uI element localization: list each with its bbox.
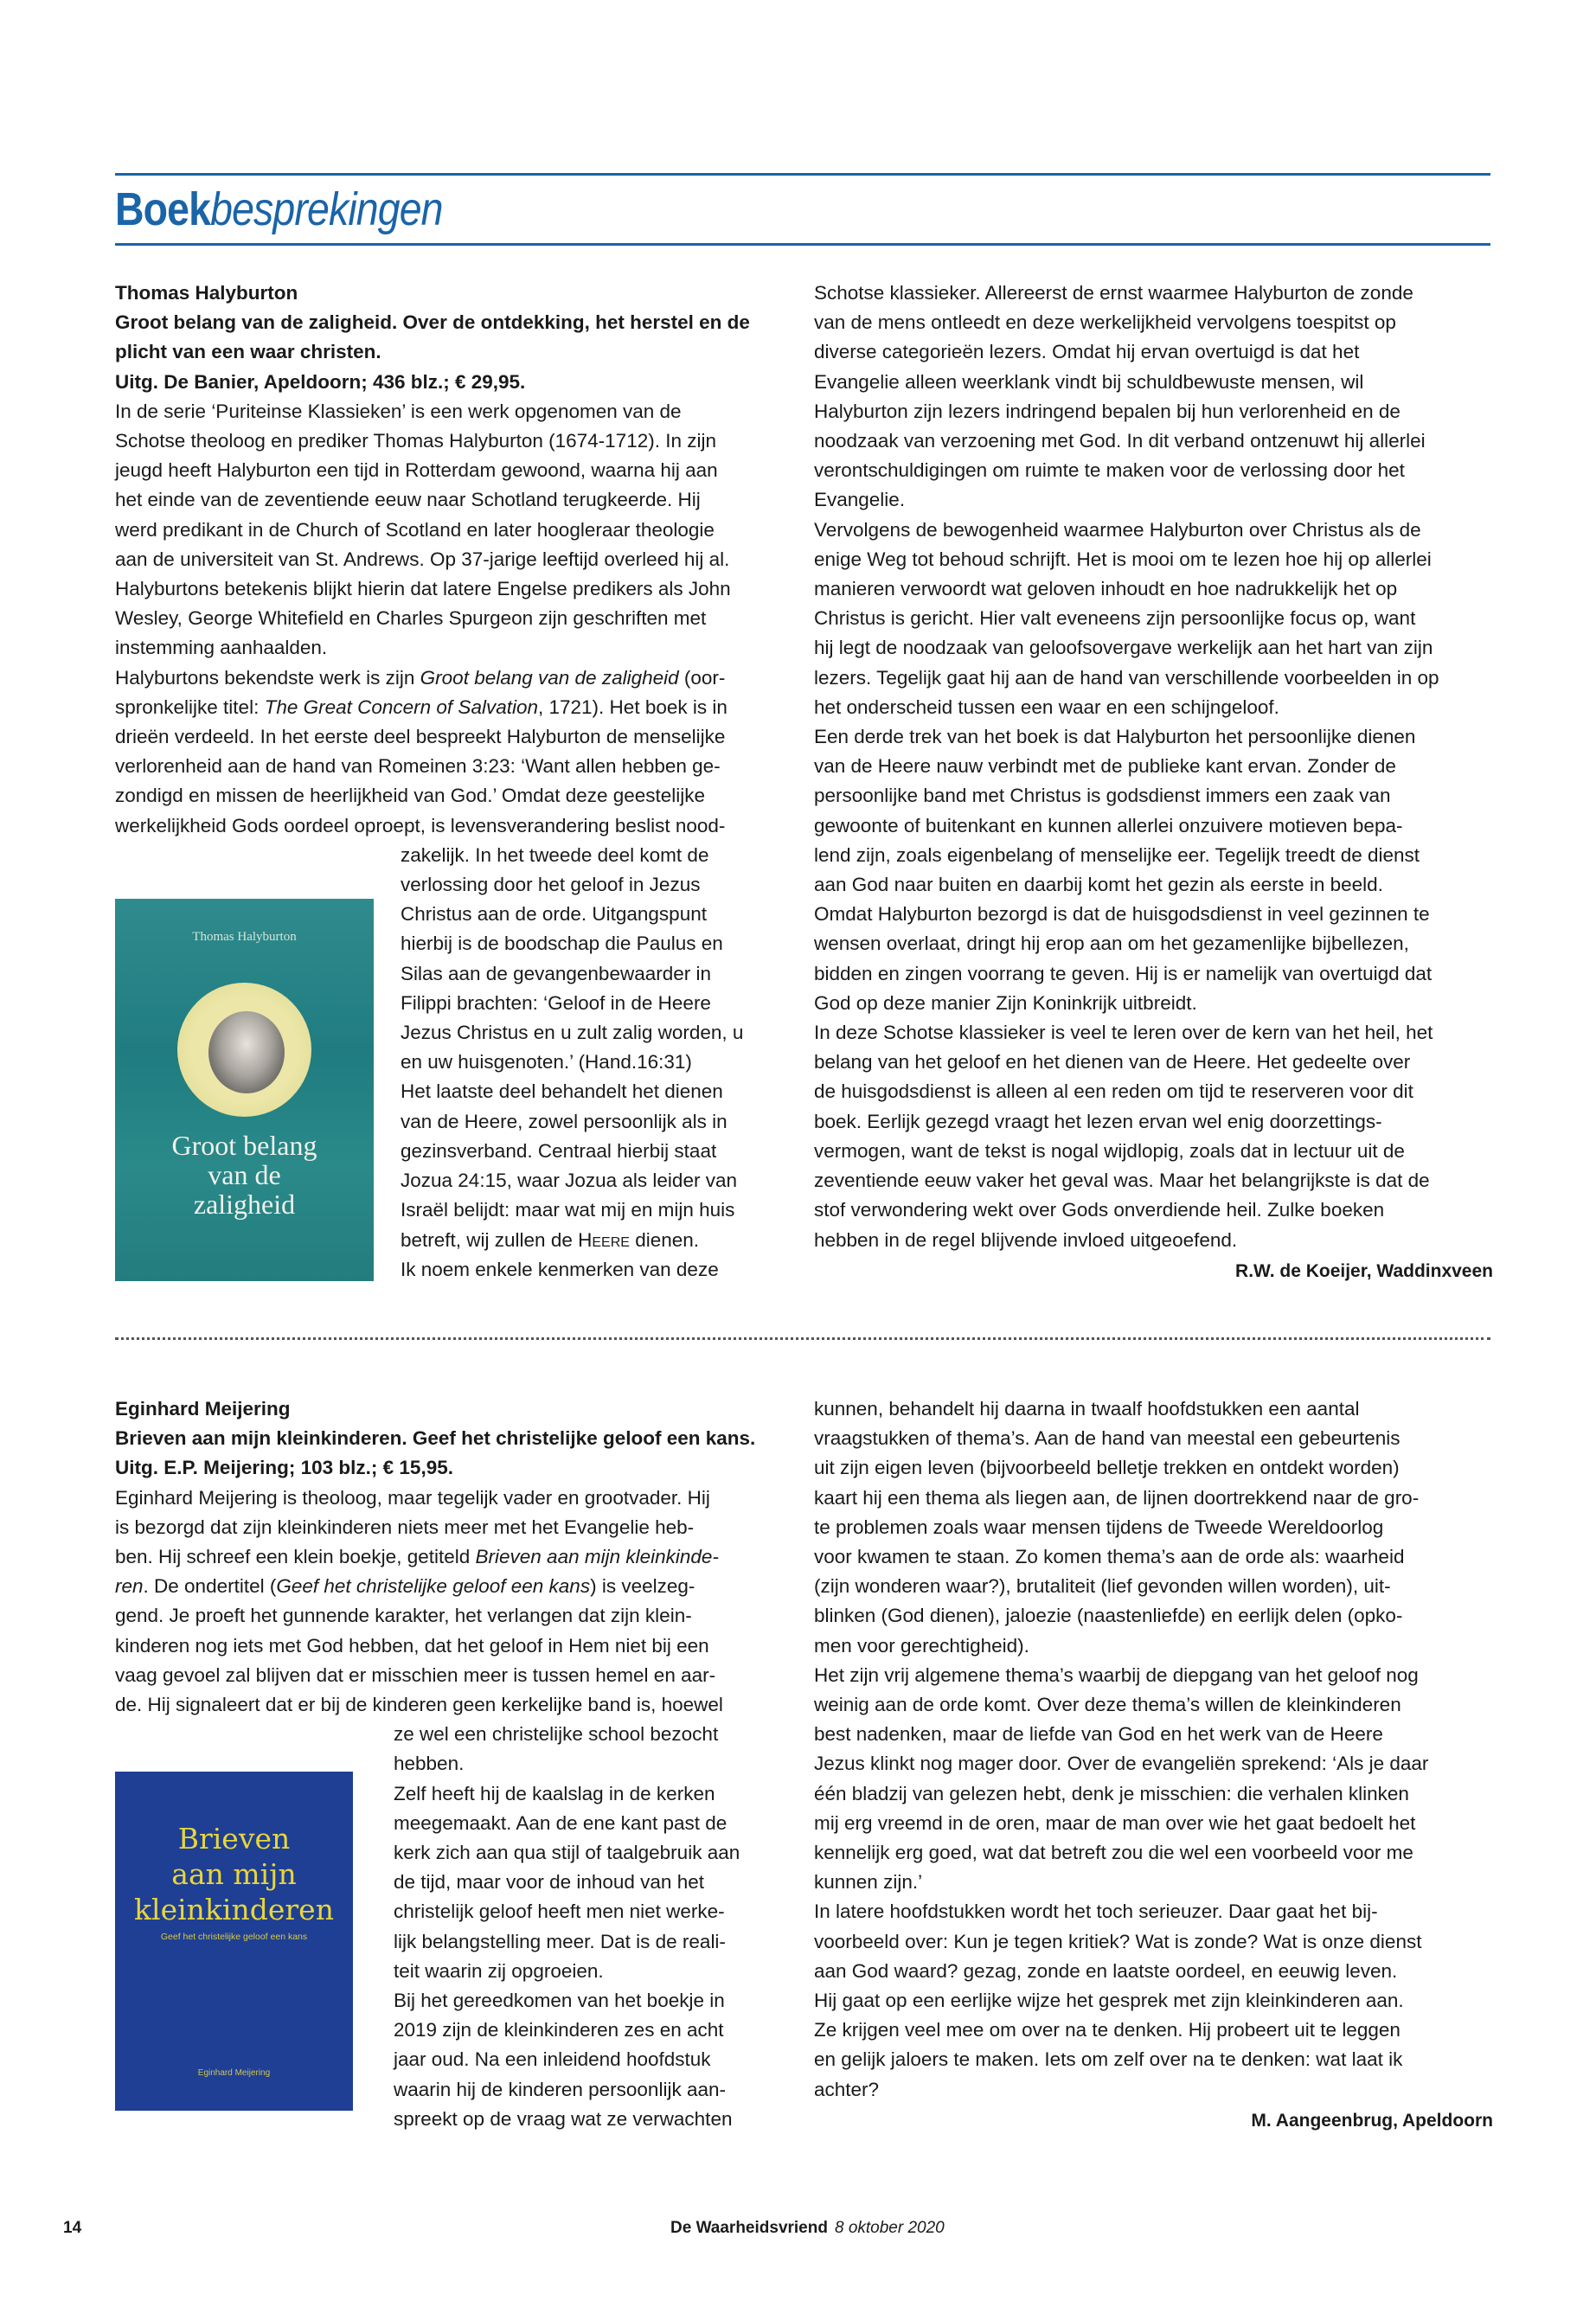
body-line: ze wel een christelijke school bezocht (394, 1723, 719, 1746)
review1-publisher: Uitg. De Banier, Apeldoorn; 436 blz.; € 29,95. (115, 370, 526, 393)
body-line: zakelijk. In het tweede deel komt de (401, 843, 709, 866)
body-line: kunnen, behandelt hij daarna in twaalf hoofdstukken een aantal (814, 1398, 1360, 1420)
body-line: kaart hij een thema als liegen aan, de lijnen doortrekkend naar de gro- (814, 1486, 1420, 1509)
heading-rule-top (115, 173, 1490, 176)
body-line: Silas aan de gevangenbewaarder in (401, 962, 712, 984)
review2-body-line: ben. Hij schreef een klein boekje, getiteld Brieven aan mijn kleinkinde- (115, 1546, 719, 1568)
cover-author: Thomas Halyburton (192, 930, 297, 944)
body-line: Schotse klassieker. Allereerst de ernst waarmee Halyburton de zonde (814, 282, 1413, 304)
body-line: boek. Eerlijk gezegd vraagt het lezen ervan wel enig doorzettings- (814, 1110, 1382, 1132)
body-line: (zijn wonderen waar?), brutaliteit (lief gevonden willen worden), uit- (814, 1575, 1391, 1598)
cover-title: Groot belang van de zaligheid (171, 1130, 317, 1220)
body-line: is bezorgd dat zijn kleinkinderen niets meer met het Evangelie heb- (115, 1516, 695, 1538)
heading-italic-part: besprekingen (210, 183, 443, 235)
book-cover-groot-belang (115, 899, 374, 1281)
body-line: aan God naar buiten en daarbij komt het gezin als eerste in beeld. (814, 874, 1383, 896)
body-line: één bladzij van gelezen hebt, denk je misschien: die verhalen klinken (814, 1782, 1409, 1804)
heading-bold-part: Boek (115, 183, 211, 235)
body-line: jeugd heeft Halyburton een tijd in Rotterdam gewoond, waarna hij aan (115, 459, 718, 482)
body-line: wensen overlaat, dringt hij erop aan om het gezamenlijke bijbellezen, (814, 933, 1409, 955)
body-line: het einde van de zeventiende eeuw naar Schotland terugkeerde. Hij (115, 489, 701, 511)
body-line: Schotse theoloog en prediker Thomas Halyburton (1674-1712). In zijn (115, 430, 716, 452)
body-line: manieren verwoordt wat geloven inhoudt en hoe nadrukkelijk het op (814, 578, 1398, 600)
page-number: 14 (63, 2219, 82, 2237)
review1-body-part2 (115, 722, 790, 841)
body-line: achter? (814, 2078, 880, 2100)
body-line: lijk belangstelling meer. Dat is de reali- (394, 1930, 726, 1952)
body-line: uit zijn eigen leven (bijvoorbeeld belletje trekken en ontdekt worden) (814, 1457, 1400, 1479)
body-line: Evangelie. (814, 489, 906, 511)
review1-title-line: Groot belang van de zaligheid. Over de ontdekking, het herstel en de (115, 311, 750, 334)
body-line: werkelijkheid Gods oordeel oproept, is levensverandering beslist nood- (115, 814, 726, 836)
review1-title-line: plicht van een waar christen. (115, 341, 381, 363)
body-line: kinderen nog iets met God hebben, dat het geloof in Hem niet bij een (115, 1634, 709, 1657)
review2-body-right (814, 1394, 1493, 2105)
section-heading (115, 182, 443, 237)
review1-body-line: Ik noem enkele kenmerken van deze (401, 1258, 719, 1280)
body-line: van de Heere, zowel persoonlijk als in (401, 1110, 727, 1132)
body-line: Jezus klinkt nog mager door. Over de evangeliën sprekend: ‘Als je daar (814, 1753, 1429, 1775)
review2-body-line: ren. De ondertitel (Geef het christelijke geloof een kans) is veelzeg- (115, 1575, 695, 1598)
body-line: Omdat Halyburton bezorgd is dat de huisgodsdienst in veel gezinnen te (814, 903, 1430, 926)
body-line: de tijd, maar voor de inhoud van het (394, 1871, 704, 1894)
body-line: Christus is gericht. Hier valt eveneens zijn persoonlijke focus op, want (814, 607, 1416, 630)
review2-body-part2 (115, 1601, 790, 1720)
body-line: vraagstukken of thema’s. Aan de hand van meestal een gebeurtenis (814, 1427, 1401, 1450)
body-line: van de Heere nauw verbindt met de publieke kant ervan. Zonder de (814, 755, 1396, 778)
body-line: In deze Schotse klassieker is veel te leren over de kern van het heil, het (814, 1022, 1433, 1044)
body-line: de huisgodsdienst is alleen al een reden om tijd te reserveren voor dit (814, 1080, 1413, 1103)
review-separator (115, 1337, 1490, 1340)
body-line: mij erg vreemd in de oren, maar de man over wie het gaat bedoelt het (814, 1811, 1416, 1834)
review2-publisher: Uitg. E.P. Meijering; 103 blz.; € 15,95. (115, 1457, 453, 1479)
body-line: persoonlijke band met Christus is godsdienst immers een zaak van (814, 785, 1391, 807)
body-line: gend. Je proeft het gunnende karakter, het verlangen dat zijn klein- (115, 1605, 692, 1627)
body-line: zondigd en missen de heerlijkheid van God.’ Omdat deze geestelijke (115, 785, 706, 807)
cover-title: Brieven aan mijn kleinkinderen (134, 1822, 334, 1926)
body-line: Jezus Christus en u zult zalig worden, u (401, 1022, 744, 1044)
body-line: en gelijk jaloers te maken. Iets om zelf over na te denken: wat laat ik (814, 2048, 1403, 2071)
body-line: Filippi brachten: ‘Geloof in de Heere (401, 991, 711, 1014)
body-line: 2019 zijn de kleinkinderen zes en acht (394, 2019, 724, 2041)
body-line: kerk zich aan qua stijl of taalgebruik aan (394, 1842, 740, 1864)
footer-publication (670, 2219, 945, 2238)
body-line: teit waarin zij opgroeien. (394, 1959, 604, 1982)
body-line: Eginhard Meijering is theoloog, maar tegelijk vader en grootvader. Hij (115, 1486, 710, 1509)
body-line: te problemen zoals waar mensen tijdens de Tweede Wereldoorlog (814, 1516, 1384, 1538)
body-line: kennelijk erg goed, wat dat betreft zou die wel een voorbeeld voor me (814, 1842, 1413, 1864)
body-line: lend zijn, zoals eigenbelang of menselijke eer. Tegelijk treedt de dienst (814, 843, 1420, 866)
body-line: Christus aan de orde. Uitgangspunt (401, 903, 707, 926)
body-line: Israël belijdt: maar wat mij en mijn huis (401, 1199, 735, 1221)
body-line: Jozua 24:15, waar Jozua als leider van (401, 1170, 737, 1192)
body-line: Vervolgens de bewogenheid waarmee Halyburton over Christus als de (814, 518, 1421, 541)
body-line: aan de universiteit van St. Andrews. Op 37-jarige leeftijd overleed hij al. (115, 548, 730, 570)
body-line: verontschuldigingen om ruimte te maken voor de verlossing door het (814, 459, 1405, 482)
body-line: Halyburtons betekenis blijkt hierin dat latere Engelse predikers als John (115, 578, 731, 600)
review1-body-line: betreft, wij zullen de Heere dienen. (401, 1228, 700, 1251)
body-line: en uw huisgenoten.’ (Hand.16:31) (401, 1051, 692, 1074)
body-line: blinken (God dienen), jaloezie (naastenliefde) en eerlijk delen (opko- (814, 1605, 1403, 1627)
body-line: In de serie ‘Puriteinse Klassieken’ is een werk opgenomen van de (115, 400, 682, 422)
body-line: Hij gaat op een eerlijke wijze het gesprek met zijn kleinkinderen aan. (814, 1990, 1404, 2012)
body-line: weinig aan de orde komt. Over deze thema’s willen de kleinkinderen (814, 1694, 1401, 1716)
cover-portrait (208, 1011, 285, 1093)
cover-author: Eginhard Meijering (197, 2068, 271, 2078)
review1-column-right (814, 279, 1493, 1286)
body-line: hij legt de noodzaak van geloofsovergave werkelijk aan het hart van zijn (814, 637, 1433, 659)
publication-date: 8 oktober 2020 (834, 2219, 945, 2237)
body-line: kunnen zijn.’ (814, 1871, 923, 1894)
body-line: Een derde trek van het boek is dat Halyburton het persoonlijke dienen (814, 726, 1416, 748)
body-line: drieën verdeeld. In het eerste deel bespreekt Halyburton de menselijke (115, 726, 726, 748)
body-line: Evangelie alleen weerklank vindt bij schuldbewuste mensen, wil (814, 370, 1364, 393)
body-line: verlossing door het geloof in Jezus (401, 874, 701, 896)
body-line: noodzaak van verzoening met God. In dit verband ontzenuwt hij allerlei (814, 430, 1426, 452)
body-line: diverse categorieën lezers. Omdat hij ervan overtuigd is dat het (814, 341, 1360, 363)
body-line: best nadenken, maar de liefde van God en het werk van de Heere (814, 1723, 1383, 1746)
review1-body-line: Halyburtons bekendste werk is zijn Groot belang van de zaligheid (oor- (115, 666, 726, 689)
heading-rule-bottom (115, 243, 1490, 246)
body-line: van de mens ontleedt en deze werkelijkheid vervolgens toespitst op (814, 311, 1396, 334)
publication-name: De Waarheidsvriend (670, 2219, 828, 2237)
body-line: voor kwamen te staan. Zo komen thema’s aan de orde als: waarheid (814, 1546, 1405, 1568)
body-line: hebben in de regel blijvende invloed uitgeoefend. (814, 1228, 1238, 1251)
body-line: de. Hij signaleert dat er bij de kinderen geen kerkelijke band is, hoewel (115, 1694, 723, 1716)
review1-author: Thomas Halyburton (115, 282, 298, 304)
body-line: belang van het geloof en het dienen van de Heere. Het gedeelte over (814, 1051, 1411, 1074)
body-line: men voor gerechtigheid). (814, 1634, 1029, 1657)
body-line: werd predikant in de Church of Scotland en later hoogleraar theologie (115, 518, 715, 541)
body-line: gewoonte of buitenkant en kunnen allerlei onzuivere motieven bepa- (814, 814, 1403, 836)
body-line: spreekt op de vraag wat ze verwachten (394, 2107, 733, 2130)
body-line: meegemaakt. Aan de ene kant past de (394, 1811, 727, 1834)
body-line: lezers. Tegelijk gaat hij aan de hand van verschillende voorbeelden in op (814, 666, 1439, 689)
body-line: vaag gevoel zal blijven dat er misschien meer is tussen hemel en aar- (115, 1663, 716, 1686)
body-line: stof verwondering wekt over Gods onverdiende heil. Zulke boeken (814, 1199, 1385, 1221)
body-line: In latere hoofdstukken wordt het toch serieuzer. Daar gaat het bij- (814, 1900, 1378, 1923)
review1-body-right (814, 279, 1493, 1255)
body-line: het onderscheid tussen een waar en een schijngeloof. (814, 695, 1279, 718)
review1-body-line: spronkelijke titel: The Great Concern of Salvation, 1721). Het boek is in (115, 695, 727, 718)
body-line: jaar oud. Na een inleidend hoofdstuk (394, 2048, 711, 2071)
body-line: Ze krijgen veel mee om over na te denken. Hij probeert uit te leggen (814, 2019, 1401, 2041)
body-line: aan God waard? gezag, zonde en laatste oordeel, en eeuwig leven. (814, 1959, 1398, 1982)
review2-title: Brieven aan mijn kleinkinderen. Geef het christelijke geloof een kans. (115, 1427, 756, 1450)
body-line: bidden en zingen voorrang te geven. Hij is er namelijk van overtuigd dat (814, 962, 1433, 984)
review1-body-part1 (115, 397, 790, 663)
body-line: enige Weg tot behoud schrijft. Het is mooi om te lezen hoe hij op allerlei (814, 548, 1432, 570)
body-line: zeventiende eeuw vaker het geval was. Maar het belangrijkste is dat de (814, 1170, 1430, 1192)
body-line: vermogen, want de tekst is nogal wijdlopig, zoals dat in lectuur uit de (814, 1139, 1405, 1162)
body-line: God op deze manier Zijn Koninkrijk uitbreidt. (814, 991, 1197, 1014)
body-line: instemming aanhaalden. (115, 637, 328, 659)
review2-author: Eginhard Meijering (115, 1398, 291, 1420)
body-line: Wesley, George Whitefield en Charles Spurgeon zijn geschriften met (115, 607, 707, 630)
body-line: hebben. (394, 1753, 465, 1775)
body-line: verlorenheid aan de hand van Romeinen 3:23: ‘Want allen hebben ge- (115, 755, 721, 778)
body-line: gezinsverband. Centraal hierbij staat (401, 1139, 717, 1162)
body-line: Het zijn vrij algemene thema’s waarbij de diepgang van het geloof nog (814, 1663, 1419, 1686)
body-line: voorbeeld over: Kun je tegen kritiek? Wat is zonde? Wat is onze dienst (814, 1930, 1422, 1952)
body-line: Zelf heeft hij de kaalslag in de kerken (394, 1782, 715, 1804)
body-line: christelijk geloof heeft men niet werke- (394, 1900, 725, 1923)
body-line: hierbij is de boodschap die Paulus en (401, 933, 723, 955)
review2-body-part1 (115, 1484, 790, 1542)
body-line: waarin hij de kinderen persoonlijk aan- (394, 2078, 726, 2100)
review1-signature: R.W. de Koeijer, Waddinxveen (1235, 1260, 1493, 1281)
review2-column-right (814, 1394, 1493, 2136)
body-line: Halyburton zijn lezers indringend bepalen bij hun verlorenheid en de (814, 400, 1401, 422)
body-line: Bij het gereedkomen van het boekje in (394, 1990, 725, 2012)
cover-subtitle: Geef het christelijke geloof een kans (160, 1932, 308, 1942)
book-cover-brieven (115, 1772, 353, 2111)
review2-signature: M. Aangeenbrug, Apeldoorn (1251, 2110, 1493, 2131)
body-line: Het laatste deel behandelt het dienen (401, 1080, 723, 1103)
